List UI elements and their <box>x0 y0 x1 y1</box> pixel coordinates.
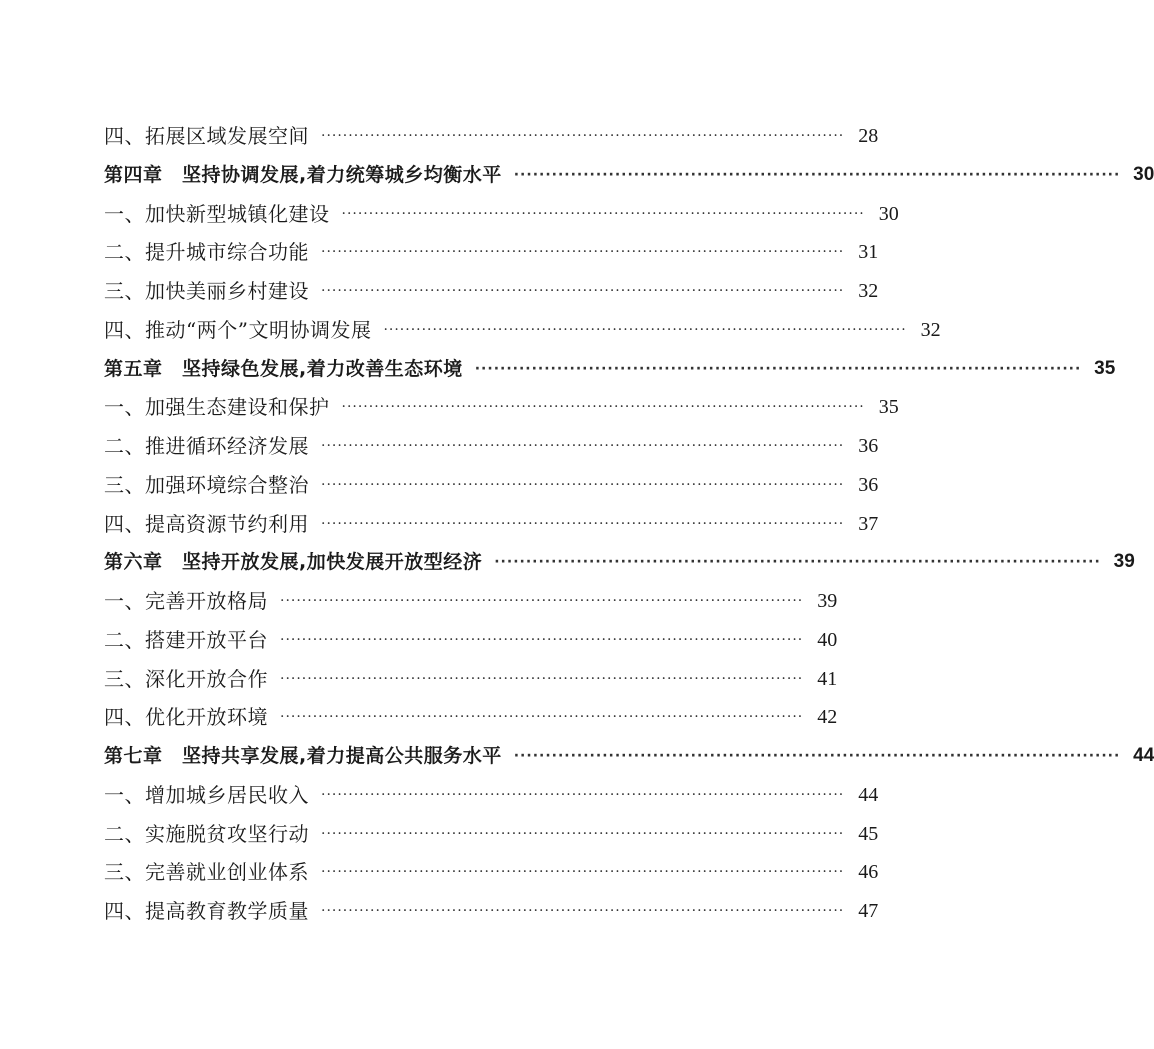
toc-entry-label: 四、提高资源节约利用 <box>104 511 309 536</box>
toc-leader-dots: ································································································ <box>513 166 1121 183</box>
toc-leader-dots: ································································································ <box>280 709 804 726</box>
toc-page-number: 35 <box>878 396 899 419</box>
toc-entry-label: 二、推进循环经济发展 <box>104 434 309 458</box>
toc-page-number: 45 <box>858 822 879 845</box>
toc-section-entry[interactable] <box>104 272 879 311</box>
toc-entry-label: 第六章 坚持开放发展,加快发展开放型经济 <box>104 551 483 574</box>
toc-page-number: 35 <box>1094 357 1116 379</box>
toc-entry-label: 第七章 坚持共享发展,着力提高公共服务水平 <box>104 745 502 767</box>
toc-entry-label: 三、完善就业创业体系 <box>104 860 309 885</box>
toc-page-number: 46 <box>858 861 879 884</box>
toc-section-entry[interactable] <box>104 776 879 815</box>
toc-entry-label: 一、完善开放格局 <box>104 589 268 613</box>
toc-entry-label: 四、推动“两个”文明协调发展 <box>104 317 372 342</box>
toc-section-entry[interactable] <box>104 621 838 660</box>
toc-page-number: 36 <box>858 435 879 457</box>
toc-leader-dots: ································································································ <box>321 903 845 919</box>
toc-leader-dots: ································································································ <box>341 399 865 416</box>
table-of-contents <box>104 117 1154 931</box>
toc-entry-label: 四、拓展区域发展空间 <box>104 124 309 148</box>
toc-entry-label: 一、加快新型城镇化建设 <box>104 201 330 226</box>
toc-leader-dots: ································································································ <box>280 593 804 609</box>
toc-chapter-entry[interactable] <box>104 737 1154 776</box>
toc-section-entry[interactable] <box>104 892 879 931</box>
toc-chapter-entry[interactable] <box>104 543 1135 582</box>
toc-section-entry[interactable] <box>104 582 838 621</box>
toc-entry-label: 三、深化开放合作 <box>104 666 268 691</box>
toc-page-number: 39 <box>1113 551 1135 573</box>
toc-entry-label: 一、加强生态建设和保护 <box>104 395 330 420</box>
toc-entry-label: 二、实施脱贫攻坚行动 <box>104 821 309 846</box>
toc-section-entry[interactable] <box>104 505 879 544</box>
toc-entry-label: 四、优化开放环境 <box>104 705 268 730</box>
toc-section-entry[interactable] <box>104 815 879 854</box>
toc-entry-label: 三、加强环境综合整治 <box>104 472 309 497</box>
toc-page-number: 32 <box>858 280 879 302</box>
toc-leader-dots: ································································································ <box>321 515 845 532</box>
toc-entry-label: 第四章 坚持协调发展,着力统筹城乡均衡水平 <box>104 163 502 186</box>
toc-page-number: 30 <box>878 202 899 225</box>
toc-entry-label: 三、加快美丽乡村建设 <box>104 279 309 303</box>
toc-leader-dots: ································································································ <box>321 864 845 881</box>
toc-page-number: 28 <box>858 125 879 147</box>
toc-leader-dots: ································································································ <box>494 554 1101 571</box>
toc-entry-label: 一、增加城乡居民收入 <box>104 782 309 807</box>
toc-page-number: 47 <box>858 900 879 922</box>
toc-chapter-entry[interactable] <box>104 156 1154 195</box>
toc-entry-label: 二、提升城市综合功能 <box>104 240 309 265</box>
toc-leader-dots: ································································································ <box>321 825 845 842</box>
toc-page-number: 42 <box>817 706 838 729</box>
toc-leader-dots: ································································································ <box>321 476 845 493</box>
toc-section-entry[interactable] <box>104 195 899 234</box>
toc-page-number: 44 <box>858 783 879 806</box>
toc-section-entry[interactable] <box>104 427 879 466</box>
toc-page-number: 37 <box>858 512 879 535</box>
toc-leader-dots: ································································································ <box>321 128 845 144</box>
toc-leader-dots: ································································································ <box>321 244 845 261</box>
toc-entry-label: 四、提高教育教学质量 <box>104 899 309 923</box>
toc-page-number: 44 <box>1133 745 1154 766</box>
toc-section-entry[interactable] <box>104 388 899 427</box>
toc-leader-dots: ································································································ <box>280 631 804 648</box>
toc-leader-dots: ································································································ <box>474 360 1082 377</box>
toc-section-entry[interactable] <box>104 660 838 699</box>
toc-section-entry[interactable] <box>104 117 879 156</box>
toc-section-entry[interactable] <box>104 698 838 737</box>
toc-entry-label: 第五章 坚持绿色发展,着力改善生态环境 <box>104 357 463 380</box>
toc-section-entry[interactable] <box>104 853 879 892</box>
toc-leader-dots: ································································································ <box>280 670 804 687</box>
toc-leader-dots: ································································································ <box>513 748 1121 764</box>
toc-page-number: 32 <box>920 318 941 341</box>
toc-section-entry[interactable] <box>104 233 879 272</box>
toc-page-number: 36 <box>858 473 879 496</box>
toc-leader-dots: ································································································ <box>341 205 865 222</box>
toc-leader-dots: ································································································ <box>383 321 907 338</box>
toc-leader-dots: ································································································ <box>321 283 845 299</box>
toc-chapter-entry[interactable] <box>104 350 1116 389</box>
toc-page-number: 41 <box>817 667 838 690</box>
toc-section-entry[interactable] <box>104 311 941 350</box>
toc-page-number: 40 <box>817 628 838 651</box>
toc-page-number: 31 <box>858 241 879 264</box>
toc-section-entry[interactable] <box>104 466 879 505</box>
toc-entry-label: 二、搭建开放平台 <box>104 627 268 652</box>
toc-page-number: 39 <box>817 590 838 612</box>
toc-leader-dots: ································································································ <box>321 786 845 803</box>
toc-page-number: 30 <box>1133 163 1154 185</box>
toc-leader-dots: ································································································ <box>321 438 845 454</box>
